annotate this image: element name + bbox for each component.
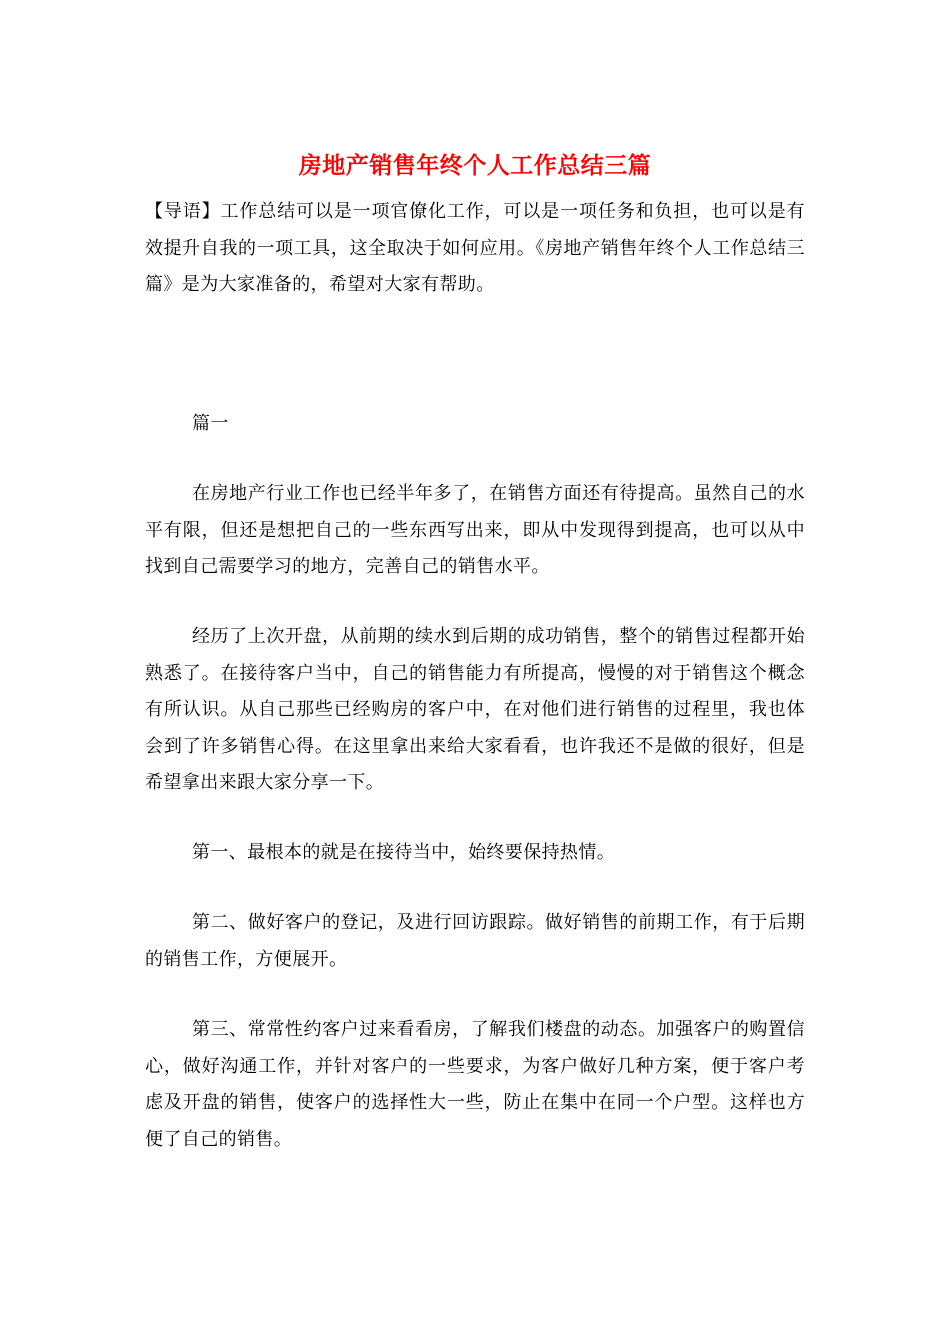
body-paragraph: 第三、常常性约客户过来看看房，了解我们楼盘的动态。加强客户的购置信心，做好沟通工作，并针对客户的一些要求，为客户做好几种方案，便于客户考虑及开盘的销售，使客户的选择性大一些，防止在集中在同一个户型。这样也方便了自己的销售。: [145, 1019, 805, 1150]
intro-paragraph: 【导语】工作总结可以是一项官僚化工作，可以是一项任务和负担，也可以是有效提升自我的一项工具，这全取决于如何应用。《房地产销售年终个人工作总结三篇》是为大家准备的，希望对大家有帮助。: [145, 201, 805, 295]
body-paragraph: 第二、做好客户的登记，及进行回访跟踪。做好销售的前期工作，有于后期的销售工作，方便展开。: [145, 912, 805, 970]
document-title: 房地产销售年终个人工作总结三篇: [298, 153, 652, 179]
section-heading: 篇一: [192, 413, 229, 434]
body-paragraph: 在房地产行业工作也已经半年多了，在销售方面还有待提高。虽然自己的水平有限，但还是想把自己的一些东西写出来，即从中发现得到提高，也可以从中找到自己需要学习的地方，完善自己的销售水平。: [145, 483, 805, 577]
body-paragraph: 经历了上次开盘，从前期的续水到后期的成功销售，整个的销售过程都开始熟悉了。在接待客户当中，自己的销售能力有所提高，慢慢的对于销售这个概念有所认识。从自己那些已经购房的客户中，在对他们进行销售的过程里，我也体会到了许多销售心得。在这里拿出来给大家看看，也许我还不是做的很好，但是希望拿出来跟大家分享一下。: [145, 626, 805, 793]
body-paragraph: 第一、最根本的就是在接待当中，始终要保持热情。: [192, 842, 616, 863]
